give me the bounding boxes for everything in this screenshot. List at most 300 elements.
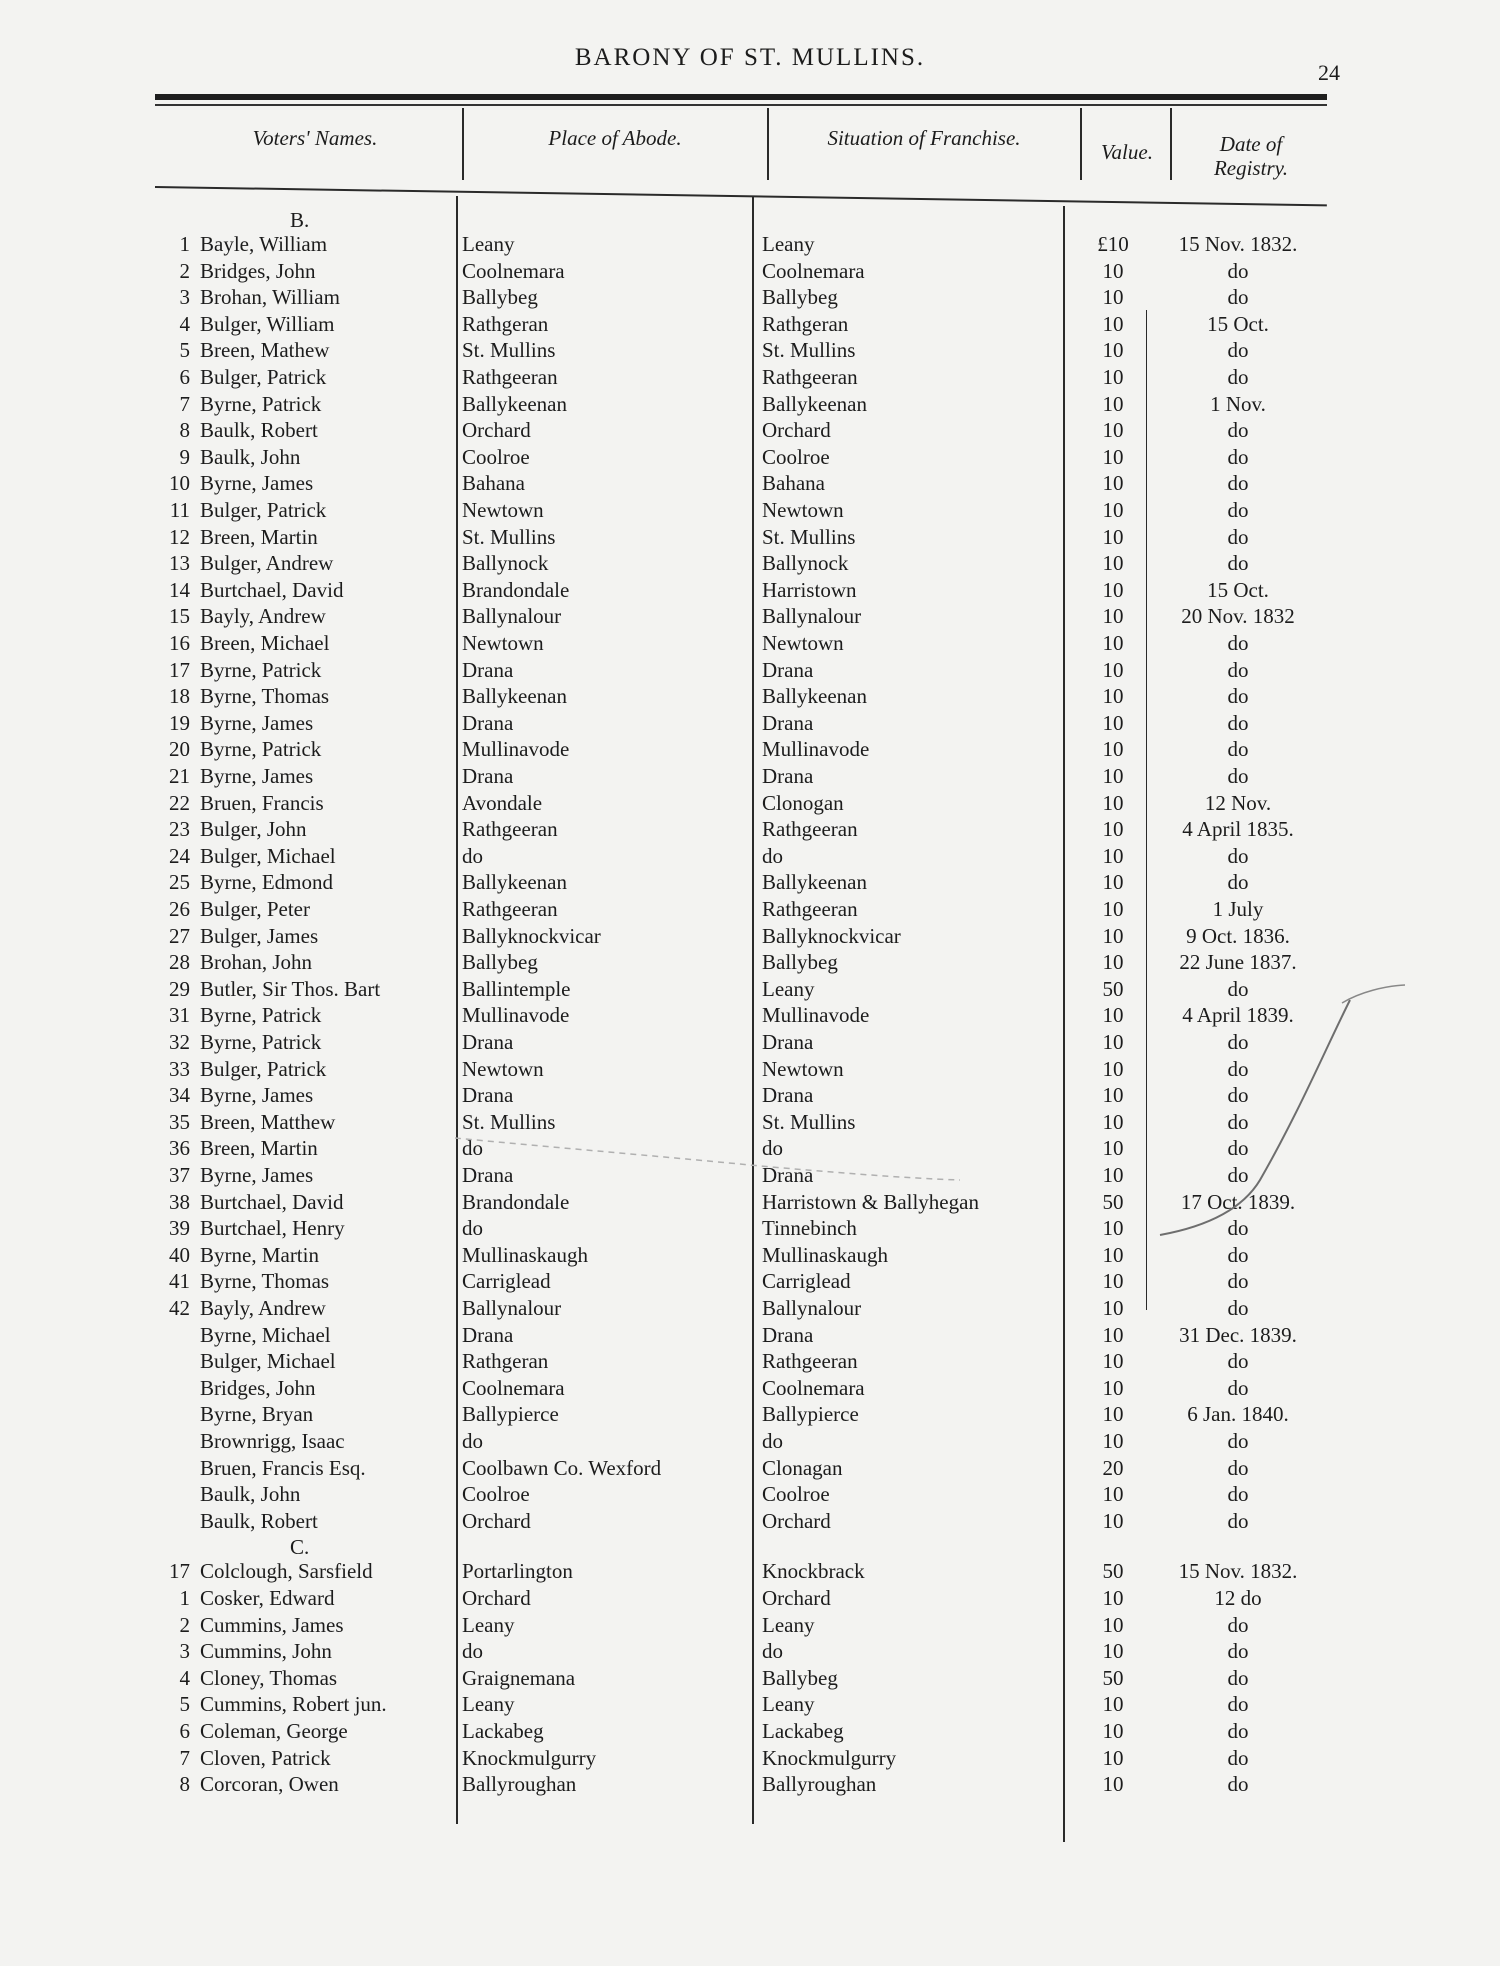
voter-value: 10 <box>1102 1216 1124 1241</box>
voter-name: Baulk, Robert <box>200 1508 318 1533</box>
voter-num: 26 <box>169 897 190 921</box>
voter-date: 20 Nov. 1832 <box>1181 604 1295 629</box>
voter-abode: do <box>462 1136 483 1161</box>
voter-value: 10 <box>1102 577 1124 602</box>
voter-name: Breen, Martin <box>200 1136 318 1161</box>
voter-name: Byrne, Martin <box>200 1242 319 1267</box>
voter-franchise: Rathgeeran <box>762 897 858 921</box>
voter-date: do <box>1227 1269 1249 1294</box>
voter-franchise: Ballybeg <box>762 285 838 310</box>
voter-date: 15 Oct. <box>1207 311 1269 336</box>
voter-value: 10 <box>1102 1136 1124 1161</box>
voter-num: 41 <box>169 1269 190 1294</box>
voter-num: 2 <box>179 258 190 283</box>
voter-abode: Rathgeran <box>462 311 549 336</box>
voter-value: 10 <box>1102 1429 1124 1453</box>
voter-abode: Knockmulgurry <box>462 1745 597 1770</box>
voter-franchise: Drana <box>762 1322 814 1347</box>
voter-abode: Mullinavode <box>462 1003 570 1028</box>
voter-name: Coleman, George <box>200 1719 348 1743</box>
voter-name: Burtchael, Henry <box>200 1216 345 1241</box>
voter-value: 10 <box>1102 1508 1124 1533</box>
voter-date: do <box>1227 1772 1249 1797</box>
voter-value: 10 <box>1102 790 1124 815</box>
voter-value: 10 <box>1102 923 1124 948</box>
column-header-value: Value. <box>1101 140 1153 164</box>
voter-date: do <box>1227 418 1249 443</box>
voter-franchise: Leany <box>762 232 815 256</box>
voter-franchise: Rathgeran <box>762 311 849 336</box>
voter-num: 17 <box>169 1559 190 1584</box>
voter-date: do <box>1227 1455 1249 1480</box>
voter-abode: Ballybeg <box>462 950 538 975</box>
voter-num: 28 <box>169 950 190 975</box>
voter-name: Bulger, Andrew <box>200 551 334 576</box>
voter-date: do <box>1227 657 1249 682</box>
voter-value: 50 <box>1102 1559 1124 1584</box>
voter-abode: Portarlington <box>462 1559 573 1584</box>
voter-abode: Rathgeeran <box>462 817 558 842</box>
voter-value: 10 <box>1102 285 1124 310</box>
voter-value: 10 <box>1102 1745 1124 1770</box>
voter-date: do <box>1227 1612 1249 1637</box>
voter-num: 14 <box>169 577 190 602</box>
voter-date: do <box>1227 1719 1249 1743</box>
voter-name: Byrne, Patrick <box>200 737 322 762</box>
voter-name: Breen, Michael <box>200 631 330 655</box>
voter-abode: Drana <box>462 710 514 735</box>
voter-date: do <box>1227 285 1249 310</box>
voter-value: 20 <box>1102 1455 1124 1480</box>
section-letter: C. <box>290 1535 310 1560</box>
voter-name: Cummins, John <box>200 1639 332 1664</box>
voter-name: Byrne, Patrick <box>200 1003 322 1028</box>
voter-name: Cummins, James <box>200 1612 344 1637</box>
voter-value: 10 <box>1102 870 1124 895</box>
voter-name: Corcoran, Owen <box>200 1772 339 1797</box>
voter-num: 22 <box>169 790 190 815</box>
voter-name: Bulger, Michael <box>200 1349 336 1374</box>
voter-abode: Newtown <box>462 1056 544 1081</box>
voter-name: Brownrigg, Isaac <box>200 1429 345 1453</box>
voter-name: Byrne, Bryan <box>200 1402 314 1427</box>
voter-name: Byrne, James <box>200 1163 314 1187</box>
voter-num: 12 <box>169 524 190 549</box>
voter-franchise: Newtown <box>762 1056 844 1081</box>
column-header-voters-names: Voters' Names. <box>252 126 378 150</box>
voter-date: do <box>1227 1508 1249 1533</box>
voter-date: 6 Jan. 1840. <box>1187 1402 1289 1427</box>
voter-date: do <box>1227 1056 1249 1081</box>
voter-franchise: Ballybeg <box>762 1665 838 1690</box>
voter-name: Bulger, Patrick <box>200 498 327 522</box>
voter-name: Byrne, Patrick <box>200 1030 322 1054</box>
section-letter: B. <box>290 208 310 232</box>
voter-date: do <box>1227 631 1249 655</box>
voter-franchise: Leany <box>762 1612 815 1637</box>
voter-date: do <box>1227 843 1249 868</box>
voter-date: do <box>1227 870 1249 895</box>
voter-num: 35 <box>169 1109 190 1134</box>
voter-date: do <box>1227 737 1249 762</box>
voter-num: 3 <box>179 1639 190 1664</box>
voter-num: 36 <box>169 1136 190 1161</box>
voter-date: do <box>1227 710 1249 735</box>
voter-date: do <box>1227 1665 1249 1690</box>
voter-abode: St. Mullins <box>462 1109 556 1134</box>
voter-value: 10 <box>1102 1322 1124 1347</box>
voter-date: do <box>1227 1216 1249 1241</box>
voter-franchise: do <box>762 1639 783 1664</box>
voter-num: 31 <box>169 1003 190 1028</box>
voter-franchise: Coolnemara <box>762 258 865 283</box>
voter-name: Bulger, Peter <box>200 897 310 921</box>
voter-value: 50 <box>1102 976 1124 1001</box>
voter-name: Cummins, Robert jun. <box>200 1692 387 1717</box>
voter-name: Breen, Matthew <box>200 1109 336 1134</box>
voter-abode: Drana <box>462 1030 514 1054</box>
voter-value: 10 <box>1102 604 1124 629</box>
voter-value: 10 <box>1102 1109 1124 1134</box>
voter-franchise: Drana <box>762 1030 814 1054</box>
voter-value: 10 <box>1102 1482 1124 1507</box>
voter-abode: Drana <box>462 764 514 788</box>
voter-value: 10 <box>1102 843 1124 868</box>
voter-franchise: Drana <box>762 710 814 735</box>
voter-num: 40 <box>169 1242 190 1267</box>
voter-franchise: Orchard <box>762 1508 831 1533</box>
voter-value: 10 <box>1102 1375 1124 1400</box>
voter-date: 15 Nov. 1832. <box>1178 1559 1298 1584</box>
voter-abode: Drana <box>462 1322 514 1347</box>
voter-value: 10 <box>1102 710 1124 735</box>
voter-num: 9 <box>179 444 190 469</box>
voter-abode: Drana <box>462 1163 514 1187</box>
voter-date: 4 April 1839. <box>1182 1003 1294 1028</box>
voter-num: 1 <box>179 232 190 256</box>
voter-abode: Ballyroughan <box>462 1772 577 1797</box>
voter-franchise: Ballybeg <box>762 950 838 975</box>
voter-franchise: Bahana <box>762 471 825 496</box>
voter-name: Byrne, Thomas <box>200 684 330 709</box>
voter-value: 10 <box>1102 950 1124 975</box>
voter-franchise: Clonagan <box>762 1455 843 1480</box>
voter-name: Bridges, John <box>200 1375 316 1400</box>
voter-abode: Leany <box>462 232 515 256</box>
voter-abode: Leany <box>462 1692 515 1717</box>
voter-franchise: Harristown & Ballyhegan <box>762 1189 979 1214</box>
voter-num: 10 <box>169 471 190 496</box>
voter-abode: Avondale <box>462 790 543 815</box>
voter-franchise: Ballypierce <box>762 1402 859 1427</box>
voter-value: 10 <box>1102 1692 1124 1717</box>
voter-num: 32 <box>169 1030 190 1054</box>
voter-franchise: Drana <box>762 1083 814 1108</box>
voter-name: Butler, Sir Thos. Bart <box>200 976 381 1001</box>
voter-name: Baulk, Robert <box>200 418 318 443</box>
voter-name: Byrne, James <box>200 764 314 788</box>
voter-name: Bayly, Andrew <box>200 1296 326 1320</box>
voter-num: 7 <box>179 1745 190 1770</box>
voter-date: do <box>1227 1296 1249 1320</box>
voter-name: Byrne, Patrick <box>200 657 322 682</box>
voter-abode: Mullinavode <box>462 737 570 762</box>
voter-num: 18 <box>169 684 190 709</box>
voter-value: 10 <box>1102 1269 1124 1294</box>
voter-name: Brohan, John <box>200 950 312 975</box>
voter-value: 10 <box>1102 444 1124 469</box>
voter-abode: Brandondale <box>462 577 570 602</box>
voter-num: 16 <box>169 631 190 655</box>
voter-name: Bridges, John <box>200 258 316 283</box>
voter-num: 4 <box>179 311 190 336</box>
voter-num: 29 <box>169 976 190 1001</box>
voter-franchise: Newtown <box>762 498 844 522</box>
voter-num: 5 <box>179 1692 190 1717</box>
voter-name: Byrne, Edmond <box>200 870 333 895</box>
voter-value: 10 <box>1102 471 1124 496</box>
voter-name: Baulk, John <box>200 444 301 469</box>
voter-num: 11 <box>169 498 190 522</box>
voter-franchise: Rathgeeran <box>762 817 858 842</box>
voter-abode: do <box>462 1216 483 1241</box>
voter-name: Byrne, James <box>200 1083 314 1108</box>
voter-franchise: St. Mullins <box>762 524 856 549</box>
voter-franchise: Clonogan <box>762 790 844 815</box>
voter-date: 9 Oct. 1836. <box>1186 923 1290 948</box>
voter-abode: do <box>462 1429 483 1453</box>
voter-value: 10 <box>1102 1349 1124 1374</box>
running-title: BARONY OF ST. MULLINS. <box>574 44 926 71</box>
voter-abode: Mullinaskaugh <box>462 1242 588 1267</box>
voter-franchise: do <box>762 843 783 868</box>
voter-date: do <box>1227 976 1249 1001</box>
voter-num: 15 <box>169 604 190 629</box>
voter-franchise: Ballykeenan <box>762 870 867 895</box>
voter-date: do <box>1227 764 1249 788</box>
voter-date: do <box>1227 1030 1249 1054</box>
voter-abode: Newtown <box>462 498 544 522</box>
voter-abode: Ballyknockvicar <box>462 923 601 948</box>
voter-abode: Carriglead <box>462 1269 551 1294</box>
voter-value: 10 <box>1102 391 1124 416</box>
voter-date: do <box>1227 524 1249 549</box>
voter-date: do <box>1227 444 1249 469</box>
voter-franchise: Orchard <box>762 1586 831 1610</box>
voter-date: do <box>1227 1136 1249 1161</box>
voter-value: 10 <box>1102 1772 1124 1797</box>
voter-num: 33 <box>169 1056 190 1081</box>
voter-num: 5 <box>179 338 190 363</box>
voter-abode: Coolbawn Co. Wexford <box>462 1455 662 1480</box>
voter-name: Byrne, Michael <box>200 1322 331 1347</box>
voter-num: 8 <box>179 1772 190 1797</box>
voter-date: do <box>1227 1083 1249 1108</box>
voter-abode: Ballybeg <box>462 285 538 310</box>
voter-franchise: Knockmulgurry <box>762 1745 897 1770</box>
voter-value: 10 <box>1102 737 1124 762</box>
voter-value: 50 <box>1102 1665 1124 1690</box>
voter-num: 8 <box>179 418 190 443</box>
voter-value: 10 <box>1102 1639 1124 1664</box>
voter-date: 17 Oct. 1839. <box>1180 1189 1296 1214</box>
voter-date: do <box>1227 1163 1249 1187</box>
voter-value: 10 <box>1102 551 1124 576</box>
voter-abode: St. Mullins <box>462 524 556 549</box>
voter-franchise: St. Mullins <box>762 1109 856 1134</box>
voter-franchise: Coolnemara <box>762 1375 865 1400</box>
voter-value: 10 <box>1102 338 1124 363</box>
voter-name: Burtchael, David <box>200 577 344 602</box>
voter-value: 10 <box>1102 1586 1124 1610</box>
voter-value: £10 <box>1097 232 1129 256</box>
voter-name: Cloney, Thomas <box>200 1665 338 1690</box>
voter-franchise: Ballykeenan <box>762 684 867 709</box>
voter-abode: Leany <box>462 1612 515 1637</box>
voter-name: Cosker, Edward <box>200 1586 335 1610</box>
voter-value: 10 <box>1102 1612 1124 1637</box>
voter-value: 10 <box>1102 684 1124 709</box>
voter-name: Breen, Mathew <box>200 338 330 363</box>
page-number: 24 <box>1318 60 1340 85</box>
column-header-situation-of-franchise: Situation of Franchise. <box>827 126 1021 150</box>
voter-name: Bulger, John <box>200 817 307 842</box>
voter-date: do <box>1227 1639 1249 1664</box>
voter-num: 38 <box>169 1189 190 1214</box>
voter-abode: Coolroe <box>462 1482 530 1507</box>
voter-abode: Orchard <box>462 1586 531 1610</box>
voter-franchise: Mullinavode <box>762 737 870 762</box>
voter-abode: Coolroe <box>462 444 530 469</box>
voter-value: 10 <box>1102 657 1124 682</box>
voter-date: do <box>1227 1375 1249 1400</box>
voter-date: 15 Nov. 1832. <box>1178 232 1298 256</box>
voter-date: 31 Dec. 1839. <box>1179 1322 1297 1347</box>
voter-num: 21 <box>169 764 190 788</box>
voter-value: 10 <box>1102 1163 1124 1187</box>
voter-franchise: Carriglead <box>762 1269 851 1294</box>
voter-abode: Rathgeeran <box>462 897 558 921</box>
voter-date: 12 Nov. <box>1204 790 1272 815</box>
voter-name: Brohan, William <box>200 285 340 310</box>
voter-abode: Orchard <box>462 418 531 443</box>
voter-num: 23 <box>169 817 190 842</box>
voter-value: 10 <box>1102 258 1124 283</box>
voter-abode: Bahana <box>462 471 525 496</box>
voter-franchise: Rathgeeran <box>762 365 858 389</box>
voter-value: 10 <box>1102 764 1124 788</box>
voter-name: Bulger, Patrick <box>200 365 327 389</box>
voter-num: 19 <box>169 710 190 735</box>
voter-abode: Rathgeran <box>462 1349 549 1374</box>
voter-name: Burtchael, David <box>200 1189 344 1214</box>
voter-abode: Drana <box>462 657 514 682</box>
voter-name: Bulger, Michael <box>200 843 336 868</box>
voter-value: 10 <box>1102 365 1124 389</box>
voter-value: 10 <box>1102 1083 1124 1108</box>
voter-date: 12 do <box>1214 1586 1262 1610</box>
voter-num: 34 <box>169 1083 190 1108</box>
voter-abode: Graignemana <box>462 1665 576 1690</box>
voter-num: 4 <box>179 1665 190 1690</box>
voter-abode: Ballykeenan <box>462 870 567 895</box>
voter-value: 10 <box>1102 418 1124 443</box>
voter-franchise: Drana <box>762 657 814 682</box>
date-header-line-1: Date of <box>1219 132 1283 156</box>
voter-abode: Rathgeeran <box>462 365 558 389</box>
voter-name: Bayly, Andrew <box>200 604 326 629</box>
voter-franchise: Newtown <box>762 631 844 655</box>
voter-name: Bulger, Patrick <box>200 1056 327 1081</box>
voter-num: 6 <box>179 365 190 389</box>
voter-value: 10 <box>1102 1402 1124 1427</box>
voter-abode: do <box>462 843 483 868</box>
voter-name: Byrne, James <box>200 471 314 496</box>
voter-name: Colclough, Sarsfield <box>200 1559 373 1584</box>
voter-value: 50 <box>1102 1189 1124 1214</box>
voter-num: 25 <box>169 870 190 895</box>
voter-franchise: Mullinavode <box>762 1003 870 1028</box>
voter-num: 37 <box>169 1163 190 1187</box>
column-header-place-of-abode: Place of Abode. <box>548 126 682 150</box>
date-header-line-2: Registry. <box>1213 156 1289 180</box>
voter-date: 22 June 1837. <box>1179 950 1297 975</box>
voter-franchise: Ballyknockvicar <box>762 923 901 948</box>
voter-num: 20 <box>169 737 190 762</box>
voter-franchise: Lackabeg <box>762 1719 844 1743</box>
voter-abode: Newtown <box>462 631 544 655</box>
voter-num: 2 <box>179 1612 190 1637</box>
voter-name: Breen, Martin <box>200 524 318 549</box>
voter-name: Bulger, William <box>200 311 335 336</box>
voter-abode: do <box>462 1639 483 1664</box>
voter-abode: Ballykeenan <box>462 391 567 416</box>
voter-name: Bruen, Francis Esq. <box>200 1455 366 1480</box>
voter-date: 1 July <box>1212 897 1264 921</box>
voter-franchise: Coolroe <box>762 444 830 469</box>
voter-value: 10 <box>1102 817 1124 842</box>
voter-value: 10 <box>1102 1719 1124 1743</box>
voter-date: do <box>1227 338 1249 363</box>
voter-abode: Coolnemara <box>462 258 565 283</box>
voter-num: 39 <box>169 1216 190 1241</box>
voter-date: do <box>1227 1429 1249 1453</box>
voter-abode: Ballypierce <box>462 1402 559 1427</box>
voter-franchise: St. Mullins <box>762 338 856 363</box>
voter-name: Bruen, Francis <box>200 790 324 815</box>
voter-abode: Ballykeenan <box>462 684 567 709</box>
voter-franchise: Tinnebinch <box>762 1216 857 1241</box>
voter-franchise: Leany <box>762 1692 815 1717</box>
voter-franchise: do <box>762 1136 783 1161</box>
voter-abode: Drana <box>462 1083 514 1108</box>
voter-franchise: Ballykeenan <box>762 391 867 416</box>
voter-value: 10 <box>1102 1056 1124 1081</box>
voter-franchise: Knockbrack <box>762 1559 865 1584</box>
voter-abode: St. Mullins <box>462 338 556 363</box>
voter-value: 10 <box>1102 311 1124 336</box>
voter-name: Byrne, James <box>200 710 314 735</box>
voter-abode: Ballintemple <box>462 976 571 1001</box>
voter-name: Bulger, James <box>200 923 319 948</box>
voter-date: do <box>1227 1745 1249 1770</box>
voter-date: do <box>1227 684 1249 709</box>
voter-value: 10 <box>1102 1296 1124 1320</box>
voter-value: 10 <box>1102 1003 1124 1028</box>
voter-franchise: Harristown <box>762 577 857 602</box>
voter-abode: Brandondale <box>462 1189 570 1214</box>
voter-num: 42 <box>169 1296 190 1320</box>
